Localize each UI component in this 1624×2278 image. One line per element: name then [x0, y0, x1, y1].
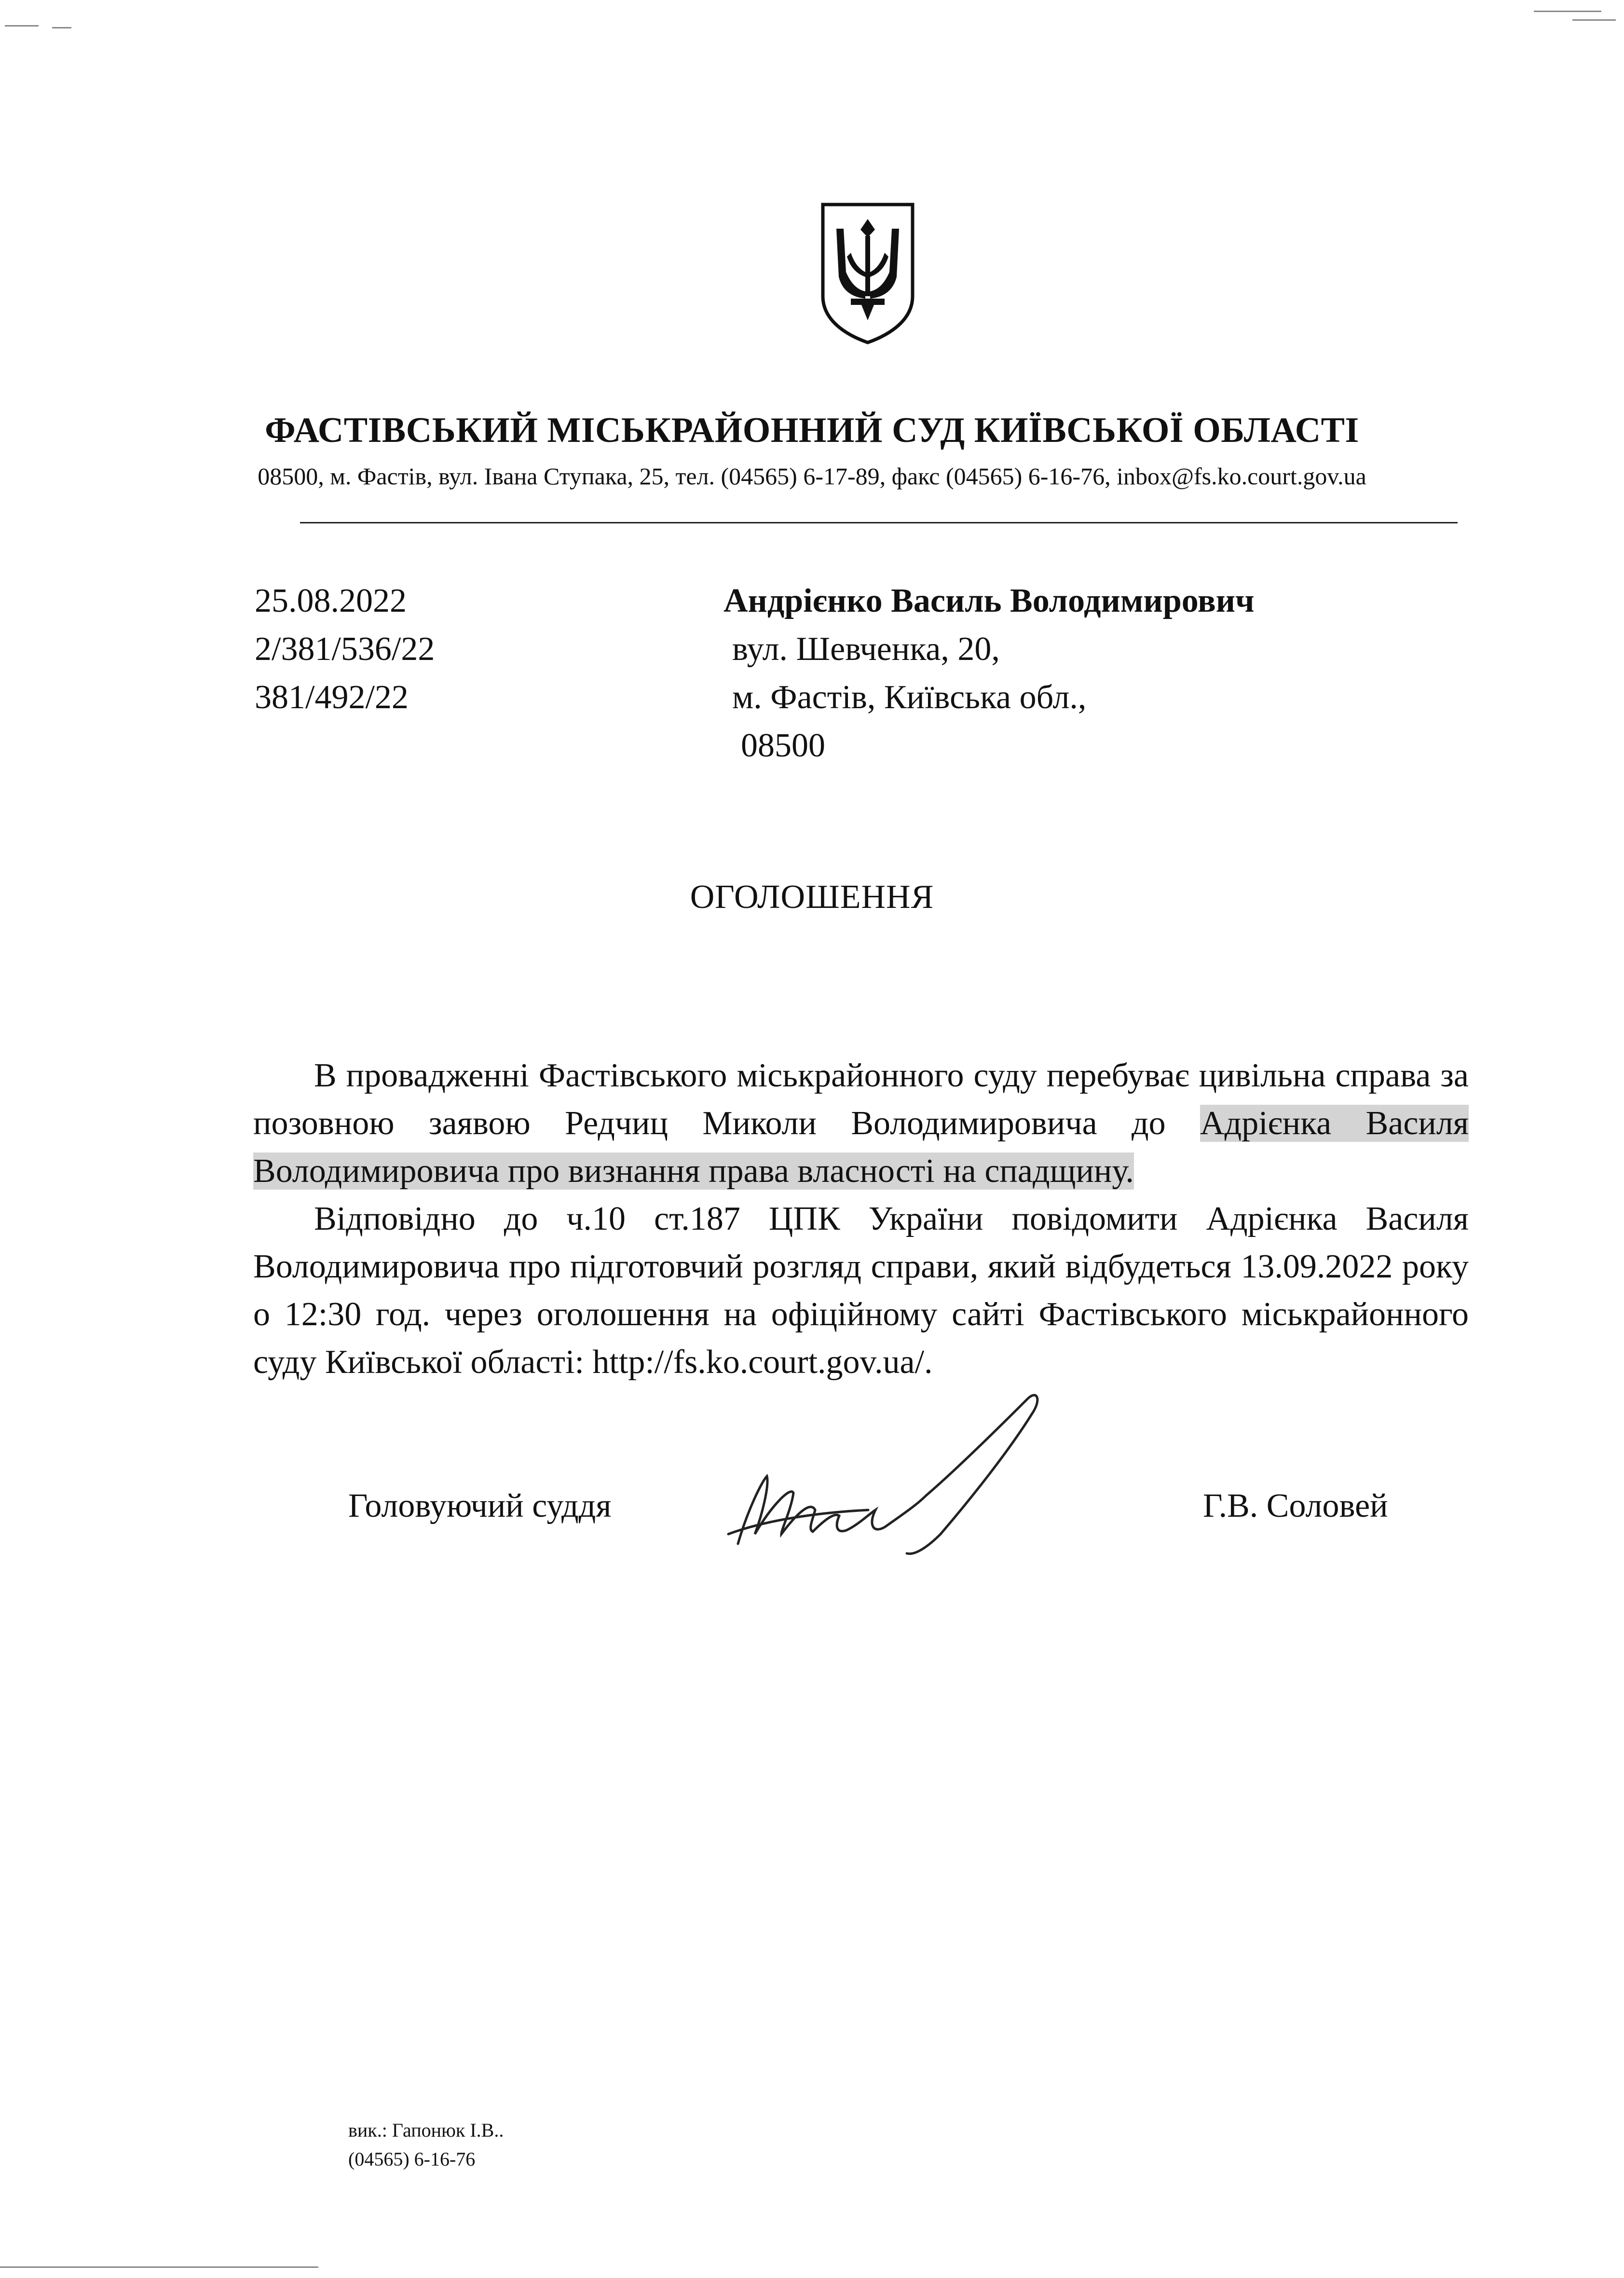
scan-mark-top-right-2 — [1572, 19, 1616, 21]
trident-coat-of-arms-icon — [817, 200, 918, 345]
scan-mark-top-left-2 — [52, 27, 71, 28]
handwritten-signature — [709, 1389, 1066, 1568]
notice-paragraph-1-text: В провадженні Фастівського міськрайонного суду перебуває цивільна справа за позовною заявою Редчиц Миколи Володимировича до — [253, 1057, 1469, 1142]
executor-phone: (04565) 6-16-76 — [348, 2148, 476, 2170]
recipient-street: вул. Шевченка, 20, — [732, 631, 1000, 668]
judge-name: Г.В. Соловей — [1203, 1487, 1388, 1524]
notice-paragraph-2: Відповідно до ч.10 ст.187 ЦПК України повідомити Адрієнка Василя Володимировича про підготовчий розгляд справи, який відбудеться 13.09.2022 року о 12:30 год. через оголошення на офіційному сайті Фастівського міськрайонного суду Київської області: http://fs.ko.court.gov.ua/. — [253, 1200, 1469, 1381]
document-date: 25.08.2022 — [255, 582, 407, 619]
recipient-block — [723, 577, 1255, 770]
case-number-2: 381/492/22 — [255, 679, 409, 716]
case-number-1: 2/381/536/22 — [255, 631, 435, 668]
recipient-zip: 08500 — [741, 727, 825, 764]
header-divider — [300, 522, 1458, 523]
highlighted-text: Адрієнка Василя Володимировича про визнання права власності на спадщину. — [253, 1105, 1469, 1190]
recipient-city: м. Фастів, Київська обл., — [732, 679, 1087, 716]
scan-mark-top-right — [1534, 11, 1601, 12]
recipient-name: Андрієнко Василь Володимирович — [723, 582, 1255, 619]
executor-name: вик.: Гапонюк І.В.. — [348, 2119, 504, 2141]
court-address: 08500, м. Фастів, вул. Івана Ступака, 25, тел. (04565) 6-17-89, факс (04565) 6-16-76, inbox@fs.ko.court.gov.ua — [258, 463, 1366, 490]
notice-paragraph-1 — [253, 1052, 1469, 1195]
document-meta — [255, 577, 435, 722]
scan-mark-top-left — [5, 25, 39, 27]
footer-executor — [348, 2116, 504, 2174]
notice-heading: ОГОЛОШЕННЯ — [690, 878, 934, 916]
notice-body — [253, 1052, 1469, 1386]
court-name: ФАСТІВСЬКИЙ МІСЬКРАЙОННИЙ СУД КИЇВСЬКОЇ ОБЛАСТІ — [265, 411, 1359, 450]
scan-mark-bottom-left — [0, 2266, 318, 2268]
signature-label: Головуючий суддя — [348, 1487, 612, 1524]
